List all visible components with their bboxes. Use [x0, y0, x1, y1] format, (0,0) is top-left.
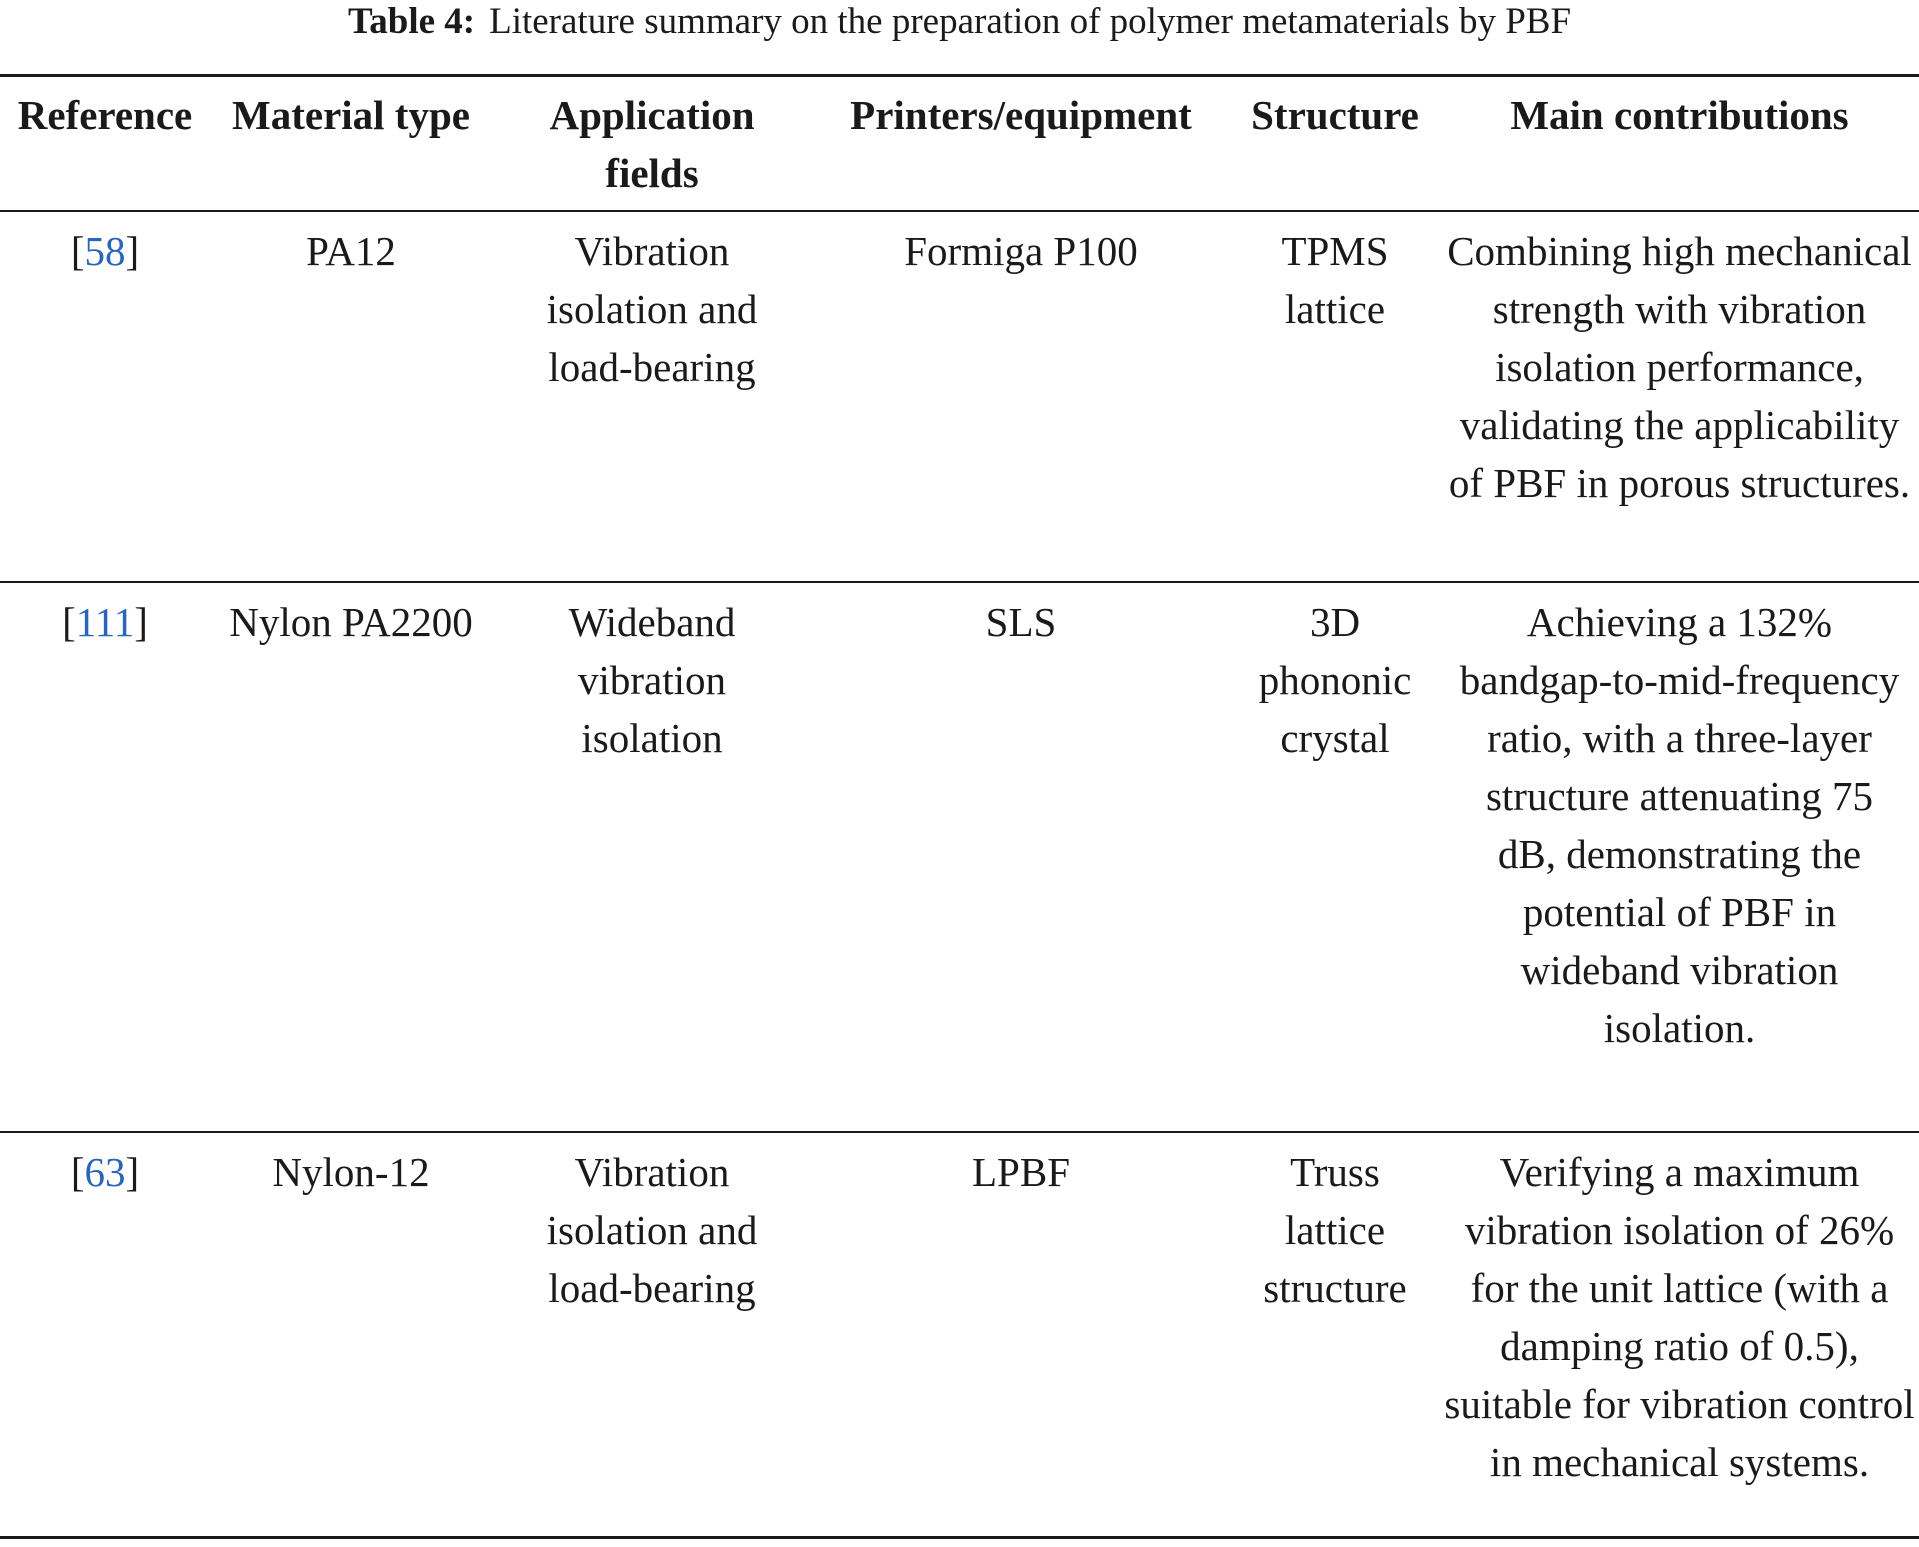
application-text: Wideband vibration isolation — [568, 599, 736, 761]
structure-cell — [1230, 1132, 1440, 1538]
reference-cell — [0, 211, 210, 582]
ref-close-bracket: ] — [125, 228, 140, 274]
table-caption-text: Literature summary on the preparation of polymer metamaterials by PBF — [489, 1, 1572, 42]
reference-cell — [0, 582, 210, 1132]
structure-text: Truss lattice structure — [1263, 1149, 1407, 1311]
table-caption — [0, 0, 1919, 44]
header-application-fields: Application fields — [492, 76, 812, 212]
header-main-contributions: Main contributions — [1440, 76, 1919, 212]
table-caption-label: Table 4: — [347, 1, 476, 42]
application-cell — [492, 211, 812, 582]
ref-open-bracket: [ — [70, 228, 85, 274]
material-cell: PA12 — [306, 228, 396, 274]
structure-text: TPMS lattice — [1281, 228, 1389, 332]
table-row — [0, 1132, 1919, 1538]
material-cell: Nylon PA2200 — [210, 582, 492, 1132]
contribution-cell — [1440, 582, 1919, 1132]
material-cell: Nylon-12 — [210, 1132, 492, 1538]
ref-open-bracket: [ — [70, 1149, 85, 1195]
equipment-cell: LPBF — [812, 1132, 1230, 1538]
header-material-type: Material type — [210, 76, 492, 212]
ref-close-bracket: ] — [125, 1149, 140, 1195]
table-row — [0, 582, 1919, 1132]
reference-link[interactable]: 58 — [84, 228, 126, 274]
ref-open-bracket: [ — [62, 599, 76, 645]
reference-cell — [0, 1132, 210, 1538]
reference-link[interactable]: 63 — [84, 1149, 126, 1195]
ref-close-bracket: ] — [134, 599, 148, 645]
header-printers-equipment: Printers/equipment — [812, 76, 1230, 212]
application-cell — [492, 1132, 812, 1538]
contribution-cell: Verifying a maximum vibration isolation of 26% for the unit lattice (with a damping ratio of 0.5), suitable for vibration control in mechanical systems. — [1440, 1132, 1919, 1538]
structure-cell — [1230, 582, 1440, 1132]
contribution-cell: Combining high mechanical strength with vibration isolation performance, validating the applicability of PBF in porous structures. — [1447, 228, 1912, 506]
header-structure: Structure — [1230, 76, 1440, 212]
contribution-text: Achieving a 132% bandgap-to-mid-frequency ratio, with a three-layer structure attenuating 75 dB, demonstrating the potential of PBF in wideband vibration isolation. — [1459, 599, 1900, 1051]
structure-text: 3D phononic crystal — [1258, 599, 1412, 761]
application-text: Vibration isolation and load-bearing — [546, 228, 758, 390]
literature-table — [0, 74, 1919, 1539]
header-reference: Reference — [0, 76, 210, 212]
reference-link[interactable]: 111 — [75, 599, 135, 645]
equipment-cell: Formiga P100 — [904, 228, 1138, 274]
application-cell — [492, 582, 812, 1132]
equipment-cell: SLS — [812, 582, 1230, 1132]
structure-cell — [1230, 211, 1440, 582]
table-row — [0, 211, 1919, 582]
table-header-row — [0, 76, 1919, 212]
application-text: Vibration isolation and load-bearing — [546, 1149, 758, 1311]
